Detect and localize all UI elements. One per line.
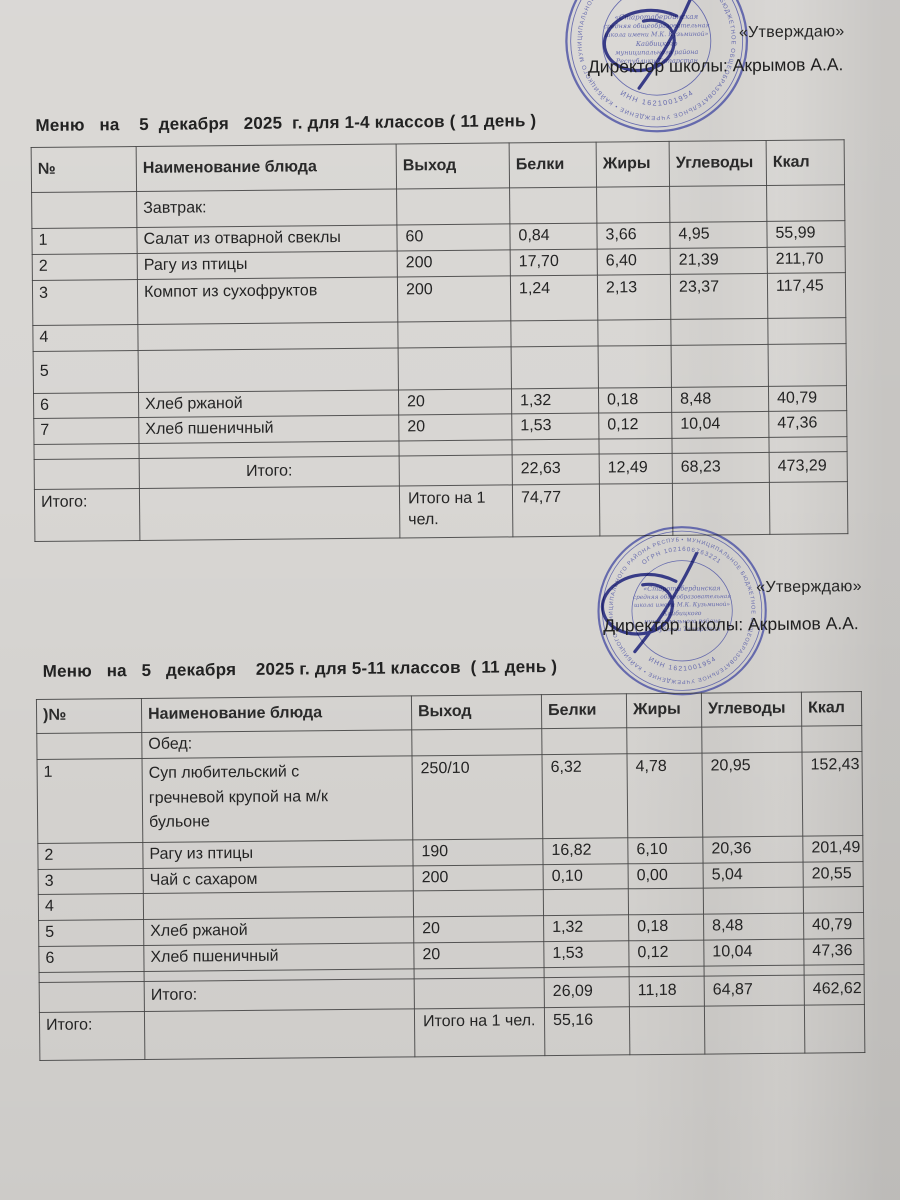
table-cell: 3 [38,868,143,895]
table-cell [542,728,627,755]
table-cell: 6,10 [628,837,703,864]
table-cell [597,186,670,223]
table-cell [34,459,139,490]
table-cell [598,345,671,388]
table-cell [768,343,846,386]
table-cell: 4,78 [627,753,703,838]
table-cell: 0,18 [629,914,704,941]
table-cell: 20 [414,916,544,943]
table-cell: 1 [32,227,137,254]
approve-label: «Утверждаю» [738,23,845,42]
table-cell: 3,66 [597,222,670,248]
table-cell: 47,36 [769,411,847,438]
column-header: Углеводы [669,140,766,186]
table-cell [629,1006,704,1055]
table-cell [769,437,847,453]
table-cell: 20 [398,388,511,415]
table-cell: 1,53 [544,941,629,968]
table-cell [143,891,413,919]
table-cell: Итого: [139,456,399,488]
table-cell [412,729,542,756]
menu-title-grades-1-4: Меню на 5 декабря 2025 г. для 1-4 классов ( 11 день ) [35,111,537,135]
table-cell: 462,62 [804,975,864,1006]
table-cell: 21,39 [670,247,767,274]
table-cell: 0,18 [598,387,671,413]
table-cell: Хлеб пшеничный [144,943,414,972]
table-cell [510,187,597,224]
table-cell: 17,70 [510,249,597,276]
table-cell [399,455,512,486]
table-cell [802,726,862,752]
table-cell: 6 [33,392,138,419]
table-cell [769,482,847,535]
column-header: )№ [36,698,141,733]
table-cell: 211,70 [767,246,845,273]
table-cell [768,317,846,344]
table-cell [397,188,510,225]
menu-title-grades-5-11: Меню на 5 декабря 2025 г. для 5-11 классов ( 11 день ) [42,656,558,681]
table-cell: Рагу из птицы [137,251,397,279]
table-cell: 6,40 [597,248,670,274]
table-cell: 1,32 [511,388,598,415]
table-cell: Хлеб пшеничный [139,415,399,443]
approve-label: «Утверждаю» [756,578,862,597]
table-cell: 74,77 [512,484,599,537]
table-cell [627,727,702,754]
table-cell: 1,53 [512,413,599,440]
menu-table-grades-1-4 [31,139,849,542]
column-header: Жиры [626,693,701,728]
table-cell: 40,79 [804,913,864,939]
table-cell [598,319,671,346]
table-cell: 200 [397,275,510,321]
table-cell [704,1005,804,1054]
column-header: Белки [509,142,596,188]
table-cell: 47,36 [804,939,864,966]
table-cell [512,439,599,455]
table-cell: 20,36 [703,836,803,863]
table-cell [39,981,144,1012]
table-cell: Итого: [144,979,414,1012]
table-cell: 117,45 [767,272,845,318]
column-header: Выход [396,143,509,189]
table-cell [767,185,845,222]
table-cell: 40,79 [768,385,846,412]
table-cell: 152,43 [802,751,863,836]
table-cell [511,320,598,347]
table-cell: 0,84 [510,223,597,250]
table-cell: 6 [39,945,144,972]
table-cell: 20,55 [803,861,863,887]
table-cell [804,965,864,976]
table-cell [34,444,139,460]
table-cell: 2,13 [597,274,670,320]
table-cell [398,320,511,347]
table-cell: 7 [34,418,139,445]
table-cell: 20,95 [702,752,803,837]
table-row [32,272,845,325]
table-cell: 473,29 [769,452,847,483]
table-cell: 23,37 [670,273,767,319]
table-cell [804,1005,864,1054]
table-cell: 8,48 [704,913,804,940]
column-header: Жиры [596,141,669,187]
table-cell: 6,32 [542,754,628,839]
table-cell [511,346,598,389]
table-row [39,1005,864,1061]
table-cell [144,1009,414,1060]
table-cell: 12,49 [599,454,672,485]
table-cell [138,322,398,350]
table-cell [672,438,769,454]
table-cell [803,887,863,913]
table-cell [671,344,768,387]
table-cell: 10,04 [704,939,804,966]
table-cell: Итого на 1 чел. [399,485,512,538]
table-cell: 8,48 [671,386,768,413]
table-cell: 1,32 [544,915,629,942]
table-cell: Итого на 1 чел. [414,1008,544,1057]
table-header-row [31,140,844,193]
table-cell: 1 [37,758,143,843]
table-cell: 22,63 [512,454,599,485]
table-cell: 68,23 [672,453,769,484]
table-cell: 4,95 [670,221,767,248]
table-cell: 2 [32,253,137,280]
table-cell: 200 [413,864,543,891]
table-cell: 2 [38,842,143,869]
table-cell: 5 [33,350,138,393]
table-cell: Рагу из птицы [143,840,413,868]
table-cell: 5,04 [703,862,803,889]
table-cell: Итого: [34,489,139,542]
table-cell: Обед: [142,730,412,758]
table-cell [543,889,628,916]
table-cell: Чай с сахаром [143,865,413,893]
table-cell: 201,49 [803,835,863,861]
table-cell [139,486,399,540]
table-cell: 26,09 [544,977,629,1008]
table-row [37,751,863,843]
table-cell: 16,82 [543,838,628,865]
column-header: Углеводы [701,692,801,727]
table-cell: 10,04 [672,412,769,439]
table-cell [702,726,802,753]
table-cell: 64,87 [704,975,804,1006]
director-line: Директор школы: Акрымов А.А. [603,613,859,636]
table-cell: 200 [397,250,510,277]
table-cell: Завтрак: [137,189,397,227]
table-cell [414,978,544,1009]
table-cell [398,346,511,389]
table-cell: 250/10 [412,754,543,839]
table-cell: 190 [413,838,543,865]
table-cell: 55,99 [767,221,845,248]
column-header: Наименование блюда [141,696,411,733]
column-header: Ккал [801,692,861,727]
table-cell: 0,00 [628,863,703,890]
table-cell [399,440,512,456]
table-cell: Салат из отварной свеклы [137,225,397,253]
table-cell: 1,24 [510,275,597,321]
table-cell: 11,18 [629,976,704,1007]
table-cell: Компот из сухофруктов [137,277,397,324]
table-cell: 20 [414,942,544,969]
column-header: № [31,146,136,192]
table-cell [138,348,398,392]
column-header: Наименование блюда [136,144,396,191]
table-cell [599,439,672,455]
table-cell: Хлеб ржаной [138,390,398,418]
table-cell: Суп любительский с гречневой крупой на м/к бульоне [142,756,413,843]
table-cell [670,185,767,222]
menu-table-grades-5-11 [36,691,865,1061]
director-line: Директор школы: Акрымов А.А. [587,54,844,77]
table-cell [628,888,703,915]
table-cell [32,191,137,228]
table-cell: 0,10 [543,863,628,890]
column-header: Ккал [766,140,844,186]
table-cell [671,318,768,345]
table-cell: 0,12 [629,940,704,967]
table-cell [703,888,803,915]
table-cell: 55,16 [544,1007,629,1056]
table-cell [37,732,142,759]
table-cell: 4 [33,324,138,351]
table-cell: 3 [32,279,137,325]
table-cell: 5 [39,920,144,947]
table-cell: Хлеб ржаной [144,917,414,945]
table-cell [413,890,543,917]
column-header: Белки [541,694,626,729]
column-header: Выход [411,695,541,730]
table-cell: Итого: [39,1011,144,1060]
table-cell: 4 [38,894,143,921]
table-cell: 0,12 [599,413,672,439]
table-cell: 20 [399,414,512,441]
table-cell: 60 [397,224,510,251]
